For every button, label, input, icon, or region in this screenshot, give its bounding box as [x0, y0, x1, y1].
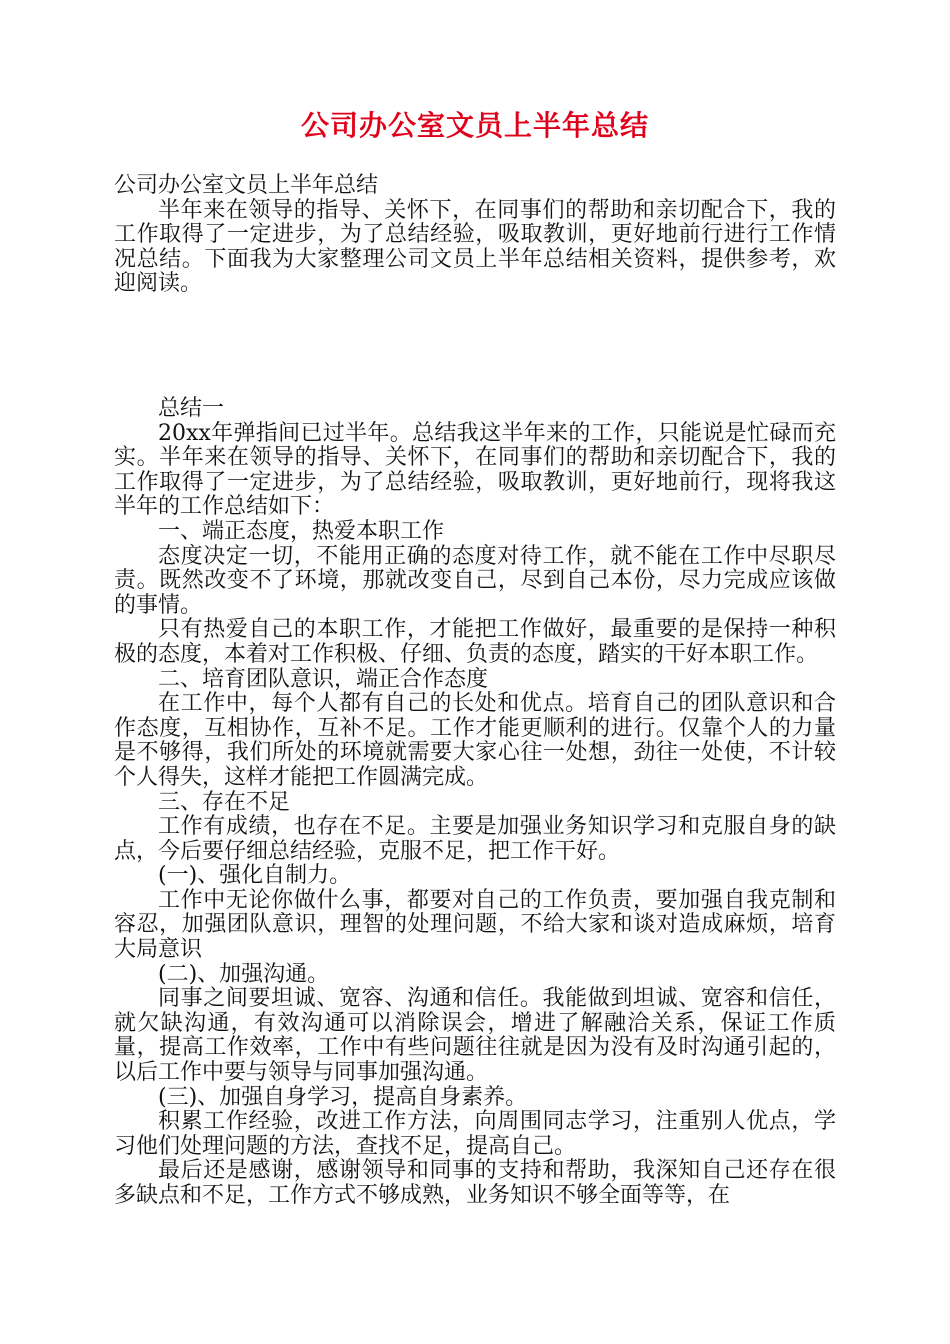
paragraph: 工作有成绩，也存在不足。主要是加强业务知识学习和克服自身的缺点，今后要仔细总结经验，克服不足，把工作干好。 — [114, 814, 836, 864]
subheading: 一、端正态度，热爱本职工作 — [158, 518, 445, 544]
paragraph: 只有热爱自己的本职工作，才能把工作做好，最重要的是保持一种积极的态度，本着对工作积极、仔细、负责的态度，踏实的干好本职工作。 — [114, 617, 836, 667]
subheading: 三、存在不足 — [158, 789, 291, 815]
paragraph: 最后还是感谢，感谢领导和同事的支持和帮助，我深知自己还存在很多缺点和不足，工作方式不够成熟，业务知识不够全面等等，在 — [114, 1158, 836, 1208]
section-heading: 总结一 — [158, 396, 225, 421]
intro-paragraph: 半年来在领导的指导、关怀下，在同事们的帮助和亲切配合下，我的工作取得了一定进步，为了总结经验，吸取教训，更好地前行进行工作情况总结。下面我为大家整理公司文员上半年总结相关资料，提供参考，欢迎阅读。 — [114, 197, 836, 297]
paragraph: 积累工作经验，改进工作方法，向周围同志学习，注重别人优点，学习他们处理问题的方法，查找不足，提高自己。 — [114, 1109, 836, 1159]
paragraph: 同事之间要坦诚、宽容、沟通和信任。我能做到坦诚、宽容和信任，就欠缺沟通，有效沟通可以消除误会，增进了解融洽关系，保证工作质量，提高工作效率，工作中有些问题往往就是因为没有及时沟通引起的，以后工作中要与领导与同事加强沟通。 — [114, 986, 836, 1086]
intro-section — [114, 174, 836, 297]
intro-subtitle: 公司办公室文员上半年总结 — [114, 173, 379, 198]
summary-one-section — [114, 397, 836, 1209]
paragraph: 20xx年弹指间已过半年。总结我这半年来的工作，只能说是忙碌而充实。半年来在领导的指导、关怀下，在同事们的帮助和亲切配合下，我的工作取得了一定进步，为了总结经验，吸取教训，更好地前行，现将我这半年的工作总结如下： — [114, 420, 836, 520]
document-title: 公司办公室文员上半年总结 — [300, 109, 649, 142]
subheading: (三)、加强自身学习，提高自身素养。 — [158, 1084, 528, 1110]
subheading: (二)、加强沟通。 — [158, 961, 330, 987]
paragraph: 态度决定一切，不能用正确的态度对待工作，就不能在工作中尽职尽责。既然改变不了环境，那就改变自己，尽到自己本份，尽力完成应该做的事情。 — [114, 543, 836, 618]
subheading: 二、培育团队意识，端正合作态度 — [158, 666, 489, 692]
subheading: (一)、强化自制力。 — [158, 863, 352, 889]
paragraph: 在工作中，每个人都有自己的长处和优点。培育自己的团队意识和合作态度，互相协作，互补不足。工作才能更顺利的进行。仅靠个人的力量是不够得，我们所处的环境就需要大家心往一处想，劲往一处使，不计较个人得失，这样才能把工作圆满完成。 — [114, 691, 836, 790]
paragraph: 工作中无论你做什么事，都要对自己的工作负责，要加强自我克制和容忍，加强团队意识，理智的处理问题，不给大家和谈对造成麻烦，培育大局意识 — [114, 887, 836, 963]
